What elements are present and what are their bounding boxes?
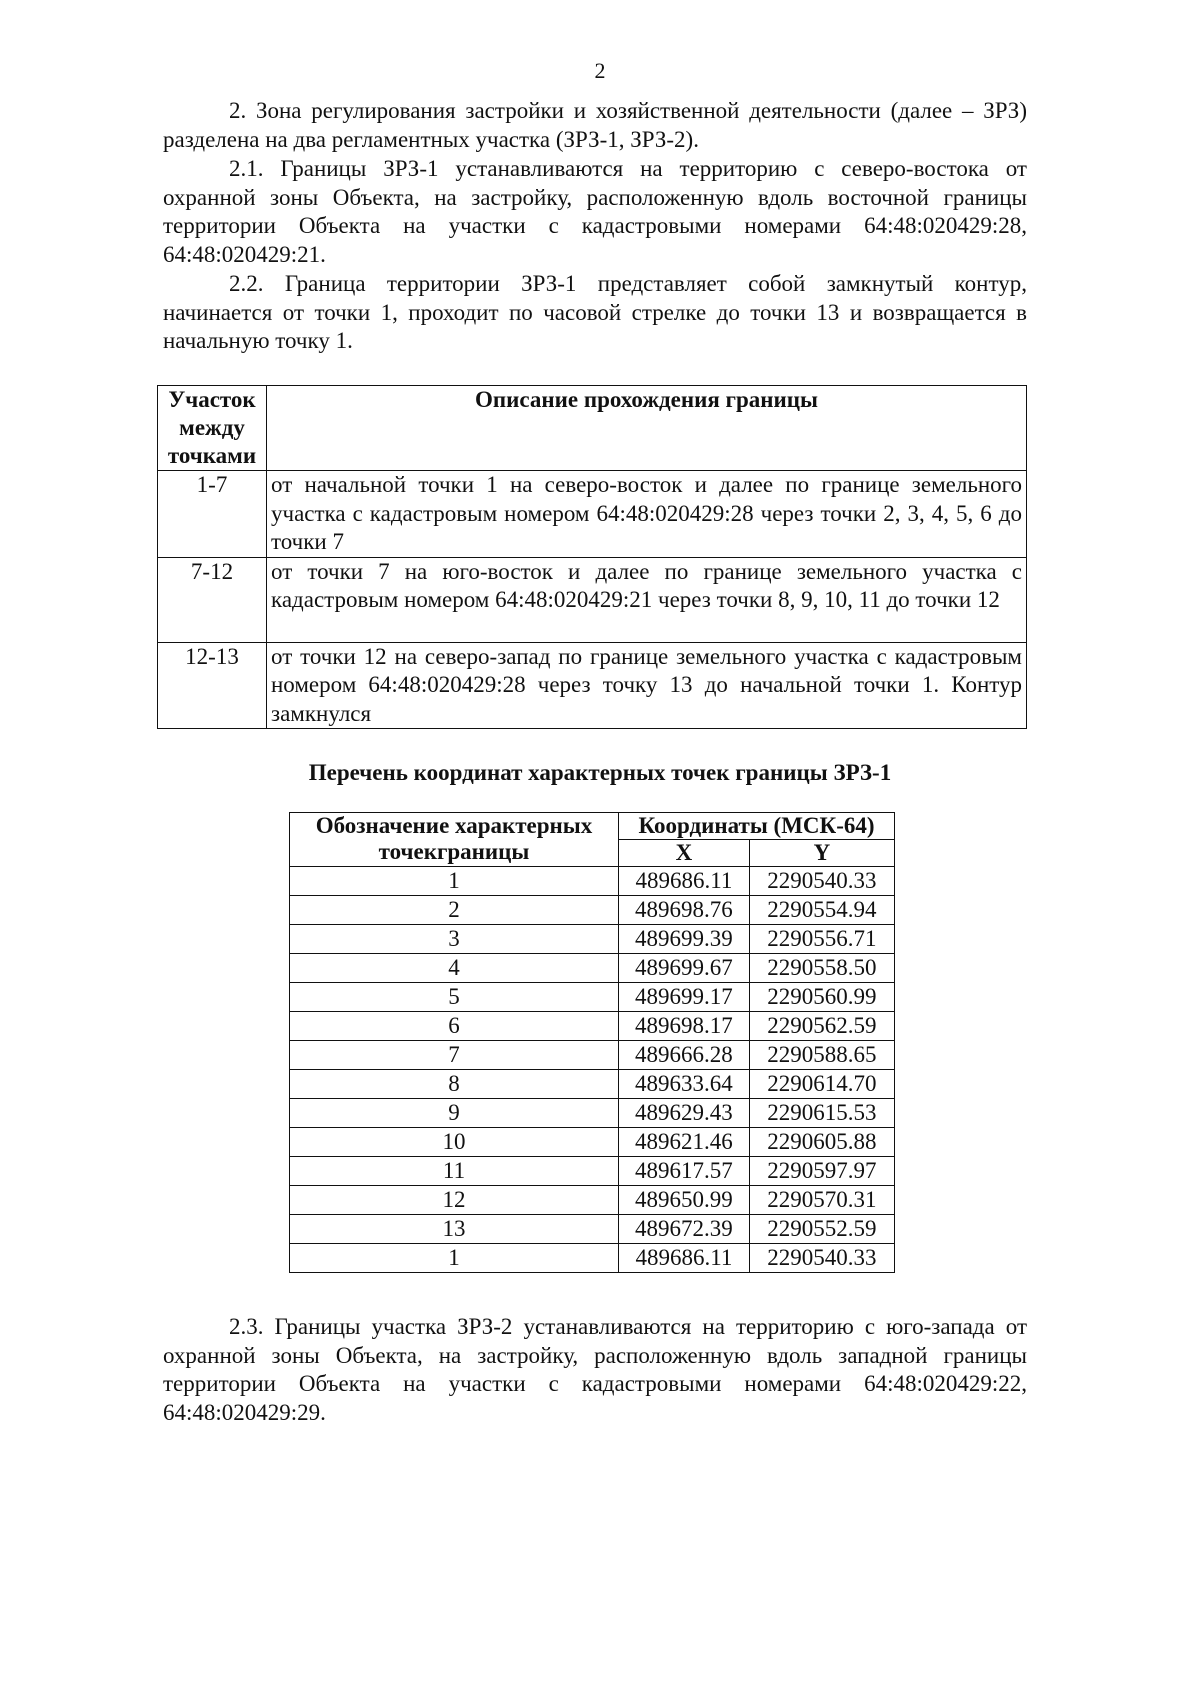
y-cell: 2290556.71 <box>749 925 894 954</box>
table-row <box>290 1244 895 1273</box>
paragraph-2: 2. Зона регулирования застройки и хозяйственной деятельности (далее – ЗРЗ) разделена на два регламентных участка (ЗРЗ-1, ЗРЗ-2). <box>163 98 1027 152</box>
x-cell: 489686.11 <box>619 867 750 896</box>
x-cell: 489699.17 <box>619 983 750 1012</box>
coordinates-title: Перечень координат характерных точек границы ЗРЗ-1 <box>308 760 892 785</box>
description-cell: от начальной точки 1 на северо-восток и далее по границе земельного участка с кадастровым номером 64:48:020429:28 через точки 2, 3, 4, 5, 6 до точки 7 <box>267 471 1027 558</box>
segment-cell: 1-7 <box>158 471 267 558</box>
x-cell: 489629.43 <box>619 1099 750 1128</box>
coordinates-table <box>289 812 895 1273</box>
table-row <box>290 1012 895 1041</box>
point-cell: 3 <box>290 925 619 954</box>
y-cell: 2290605.88 <box>749 1128 894 1157</box>
table-row <box>290 925 895 954</box>
segment-cell: 12-13 <box>158 642 267 729</box>
header-y: Y <box>749 840 894 867</box>
segment-cell: 7-12 <box>158 557 267 642</box>
header-point: Обозначение характерных точекграницы <box>290 813 619 867</box>
table-row <box>290 1128 895 1157</box>
header-x: X <box>619 840 750 867</box>
table-row <box>290 1099 895 1128</box>
table-row <box>290 896 895 925</box>
point-cell: 1 <box>290 1244 619 1273</box>
table-row <box>158 471 1027 558</box>
y-cell: 2290540.33 <box>749 867 894 896</box>
table-row <box>290 1041 895 1070</box>
y-cell: 2290570.31 <box>749 1186 894 1215</box>
table-row <box>290 1157 895 1186</box>
point-cell: 12 <box>290 1186 619 1215</box>
x-cell: 489699.67 <box>619 954 750 983</box>
table-row <box>290 867 895 896</box>
x-cell: 489617.57 <box>619 1157 750 1186</box>
header-coordinates: Координаты (МСК-64) <box>619 813 895 840</box>
y-cell: 2290540.33 <box>749 1244 894 1273</box>
header-segment: Участок между точками <box>158 386 267 471</box>
table-row <box>158 642 1027 729</box>
page-number: 2 <box>594 58 606 83</box>
y-cell: 2290562.59 <box>749 1012 894 1041</box>
header-description: Описание прохождения границы <box>267 386 1027 471</box>
x-cell: 489686.11 <box>619 1244 750 1273</box>
table-row <box>290 954 895 983</box>
table-row <box>158 557 1027 642</box>
boundary-description-table <box>157 385 1027 729</box>
table-row <box>290 1070 895 1099</box>
y-cell: 2290554.94 <box>749 896 894 925</box>
point-cell: 7 <box>290 1041 619 1070</box>
point-cell: 5 <box>290 983 619 1012</box>
x-cell: 489621.46 <box>619 1128 750 1157</box>
x-cell: 489699.39 <box>619 925 750 954</box>
x-cell: 489698.17 <box>619 1012 750 1041</box>
y-cell: 2290558.50 <box>749 954 894 983</box>
y-cell: 2290615.53 <box>749 1099 894 1128</box>
point-cell: 4 <box>290 954 619 983</box>
description-cell: от точки 12 на северо-запад по границе земельного участка с кадастровым номером 64:48:020429:28 через точку 13 до начальной точки 1. Контур замкнулся <box>267 642 1027 729</box>
point-cell: 9 <box>290 1099 619 1128</box>
table-header-row <box>158 386 1027 471</box>
point-cell: 6 <box>290 1012 619 1041</box>
x-cell: 489672.39 <box>619 1215 750 1244</box>
point-cell: 11 <box>290 1157 619 1186</box>
description-cell: от точки 7 на юго-восток и далее по границе земельного участка с кадастровым номером 64:48:020429:21 через точки 8, 9, 10, 11 до точки 12 <box>267 557 1027 642</box>
paragraph-2-3: 2.3. Границы участка ЗРЗ-2 устанавливаются на территорию с юго-запада от охранной зоны Объекта, на застройку, расположенную вдоль западной границы территории Объекта на участки с кадастровыми номерами 64:48:020429:22, 64:48:020429:29. <box>163 1314 1027 1425</box>
x-cell: 489650.99 <box>619 1186 750 1215</box>
point-cell: 1 <box>290 867 619 896</box>
x-cell: 489698.76 <box>619 896 750 925</box>
table-row <box>290 1215 895 1244</box>
y-cell: 2290614.70 <box>749 1070 894 1099</box>
paragraph-2-2: 2.2. Граница территории ЗРЗ-1 представляет собой замкнутый контур, начинается от точки 1, проходит по часовой стрелке до точки 13 и возвращается в начальную точку 1. <box>163 271 1027 353</box>
point-cell: 10 <box>290 1128 619 1157</box>
y-cell: 2290560.99 <box>749 983 894 1012</box>
y-cell: 2290597.97 <box>749 1157 894 1186</box>
y-cell: 2290552.59 <box>749 1215 894 1244</box>
table-row <box>290 983 895 1012</box>
y-cell: 2290588.65 <box>749 1041 894 1070</box>
paragraph-2-1: 2.1. Границы ЗРЗ-1 устанавливаются на территорию с северо-востока от охранной зоны Объекта, на застройку, расположенную вдоль восточной границы территории Объекта на участки с кадастровыми номерами 64:48:020429:28, 64:48:020429:21. <box>163 156 1027 267</box>
x-cell: 489633.64 <box>619 1070 750 1099</box>
x-cell: 489666.28 <box>619 1041 750 1070</box>
table-header-row <box>290 813 895 840</box>
table-row <box>290 1186 895 1215</box>
point-cell: 13 <box>290 1215 619 1244</box>
point-cell: 8 <box>290 1070 619 1099</box>
point-cell: 2 <box>290 896 619 925</box>
